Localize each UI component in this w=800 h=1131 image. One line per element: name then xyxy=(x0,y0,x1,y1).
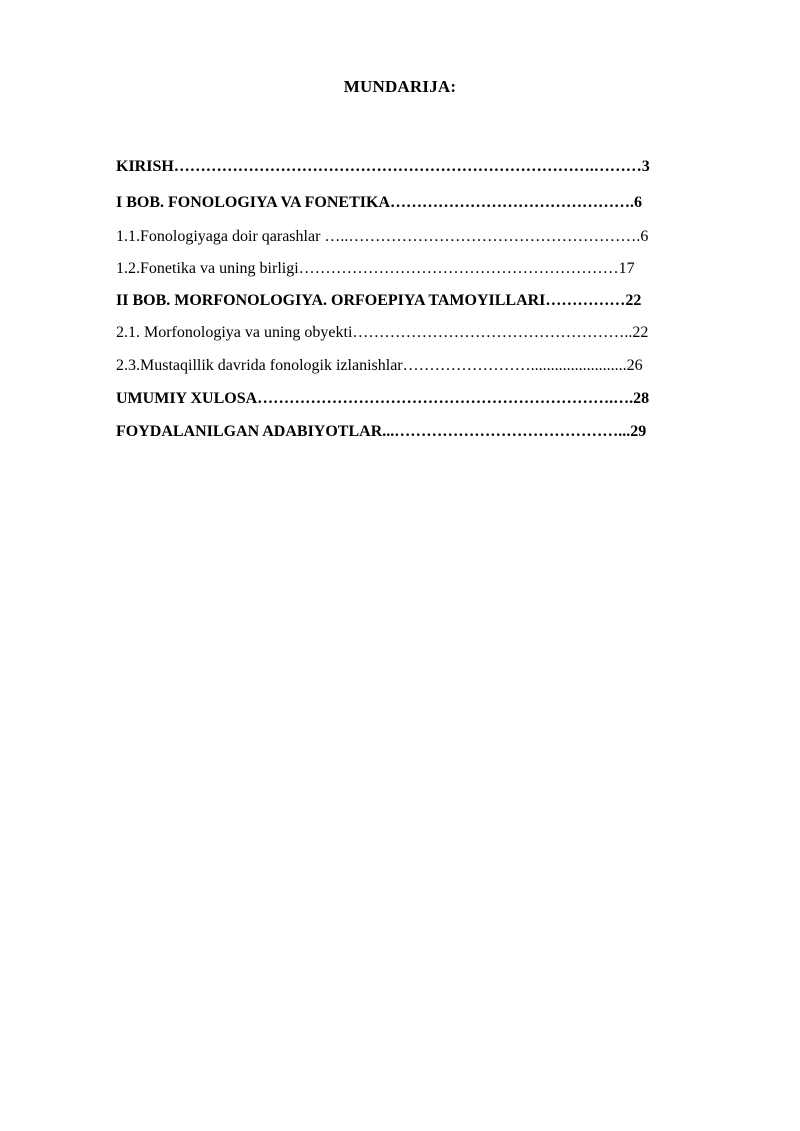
toc-entry-section-1-2: 1.2.Fonetika va uning birligi……………………………………………………17 xyxy=(116,260,635,277)
toc-entry-adabiyotlar: FOYDALANILGAN ADABIYOTLAR...……………………………………...29 xyxy=(116,423,647,440)
toc-entry-umumiy-xulosa: UMUMIY XULOSA………………………………………………………….….28 xyxy=(116,390,650,407)
toc-entry-section-1-1: 1.1.Fonologiyaga doir qarashlar …..……………………………………………….6 xyxy=(116,228,649,245)
toc-entry-kirish: KIRISH…………………………………………………………………….………3 xyxy=(116,158,650,175)
toc-entry-chapter-1: I BOB. FONOLOGIYA VA FONETIKA……………………………………….6 xyxy=(116,194,642,211)
toc-entry-chapter-2: II BOB. MORFONOLOGIYA. ORFOEPIYA TAMOYILLARI……………22 xyxy=(116,292,642,309)
page-title: MUNDARIJA: xyxy=(343,77,457,96)
toc-entry-section-2-1: 2.1. Morfonologiya va uning obyekti……………………………………………..22 xyxy=(116,324,649,341)
toc-entry-section-2-3: 2.3.Mustaqillik davrida fonologik izlanishlar……………………........................26 xyxy=(116,357,643,374)
